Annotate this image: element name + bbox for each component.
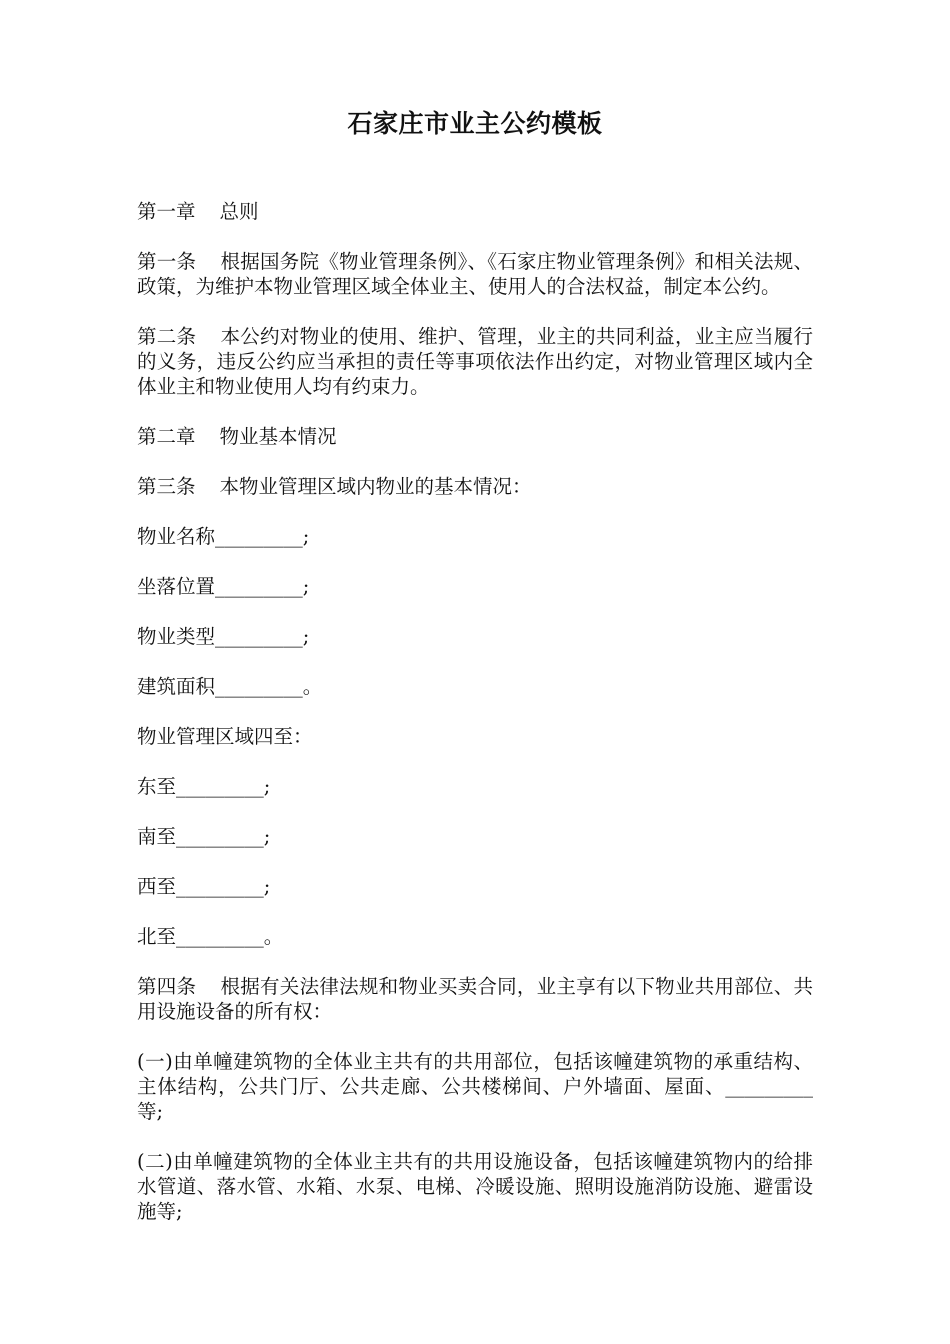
fill-in-line: 坐落位置_________; xyxy=(137,575,310,598)
clause-text: 根据有关法律法规和物业买卖合同，业主享有以下物业共用部位、共用设施设备的所有权： xyxy=(137,975,813,1023)
clause-text: 物业基本情况 xyxy=(219,425,337,448)
article-paragraph xyxy=(137,249,813,299)
list-item-paragraph: (二)由单幢建筑物的全体业主共有的共用设施设备，包括该幢建筑物内的给排水管道、落水管、水箱、水泵、电梯、冷暖设施、照明设施消防设施、避雷设施等; xyxy=(137,1150,813,1223)
clause-label: 第二章 xyxy=(137,425,196,448)
clause-label: 第一章 xyxy=(137,200,196,223)
clause-label: 第四条 xyxy=(137,975,197,998)
clause-text: 总则 xyxy=(219,200,259,223)
document-body xyxy=(137,199,813,1249)
article-paragraph xyxy=(137,974,813,1024)
fill-in-line: 物业类型_________; xyxy=(137,625,310,648)
clause-label: 第一条 xyxy=(137,250,197,273)
clause-label: 第二条 xyxy=(137,325,197,348)
article-paragraph xyxy=(137,324,813,399)
fill-in-line: 西至_________; xyxy=(137,875,271,898)
list-item-paragraph: (一)由单幢建筑物的全体业主共有的共用部位，包括该幢建筑物的承重结构、主体结构，公共门厅、公共走廊、公共楼梯间、户外墙面、屋面、_________等; xyxy=(137,1050,813,1123)
fill-in-line: 南至_________; xyxy=(137,825,271,848)
clause-text: 本物业管理区域内物业的基本情况： xyxy=(219,475,532,498)
clause-label: 第三条 xyxy=(137,475,196,498)
clause-text: 本公约对物业的使用、维护、管理，业主的共同利益，业主应当履行的义务，违反公约应当承担的责任等事项依法作出约定，对物业管理区域内全体业主和物业使用人均有约束力。 xyxy=(137,325,813,398)
chapter-heading xyxy=(137,424,813,449)
article-paragraph xyxy=(137,474,813,499)
fill-in-line: 北至_________。 xyxy=(137,925,284,948)
chapter-heading xyxy=(137,199,813,224)
section-line: 物业管理区域四至： xyxy=(137,725,313,748)
fill-in-line: 东至_________; xyxy=(137,775,271,798)
fill-in-line: 物业名称_________; xyxy=(137,525,310,548)
document-title: 石家庄市业主公约模板 xyxy=(347,109,603,138)
fill-in-line: 建筑面积_________。 xyxy=(137,675,323,698)
clause-text: 根据国务院《物业管理条例》、《石家庄物业管理条例》和相关法规、政策，为维护本物业管理区域全体业主、使用人的合法权益，制定本公约。 xyxy=(137,250,813,298)
